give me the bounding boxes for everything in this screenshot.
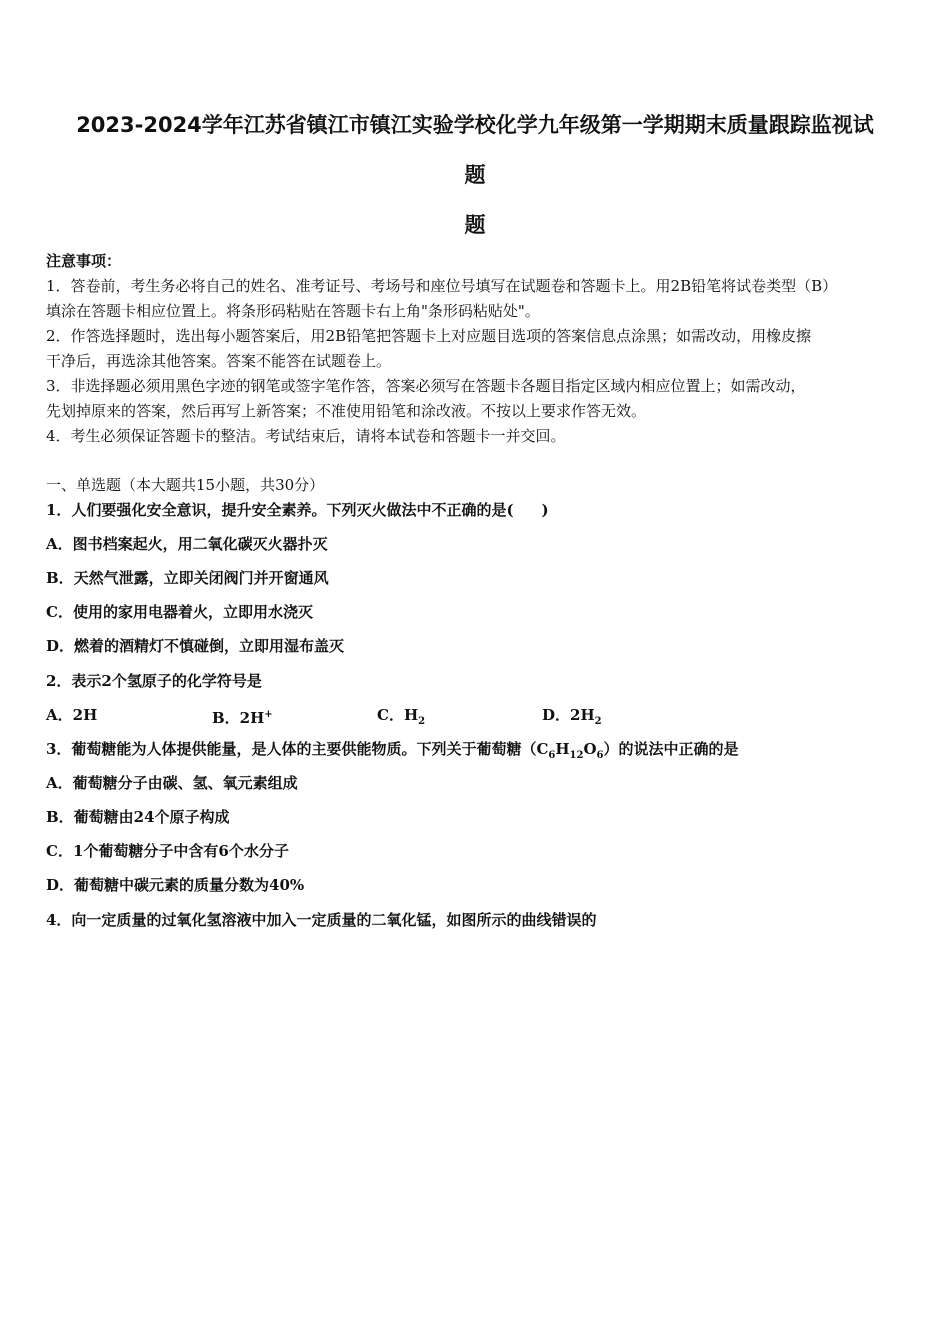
question-3-sub-3: 6 xyxy=(596,750,604,761)
notice-item-1: 1．答卷前，考生务必将自己的姓名、准考证号、考场号和座位号填写在试题卷和答题卡上。用2B铅笔将试卷类型（B） xyxy=(46,277,838,295)
question-1-option-d: D．燃着的酒精灯不慎碰倒，立即用湿布盖灭 xyxy=(46,637,345,655)
question-1-option-c: C．使用的家用电器着火，立即用水浇灭 xyxy=(46,603,313,621)
question-3-stem-pre: 3．葡萄糖能为人体提供能量，是人体的主要供能物质。下列关于葡萄糖（C xyxy=(46,740,549,758)
question-2-option-d-sub: 2 xyxy=(594,716,602,727)
question-2-option-d-text: D．2H xyxy=(542,706,595,724)
notice-item-3: 3．非选择题必须用黑色字迹的钢笔或签字笔作答，答案必须写在答题卡各题目指定区域内相应位置上；如需改动， xyxy=(46,377,806,395)
question-1-stem-close: ) xyxy=(541,501,549,519)
question-2-option-b-text: B．2H xyxy=(212,709,265,727)
question-2-option-c-text: C．H xyxy=(377,706,419,724)
notice-item-2: 2．作答选择题时，选出每小题答案后，用2B铅笔把答题卡上对应题目选项的答案信息点涂黑；如需改动，用橡皮擦 xyxy=(46,327,812,345)
question-3-stem-post: ）的说法中正确的是 xyxy=(603,740,739,758)
question-3-option-d: D．葡萄糖中碳元素的质量分数为40% xyxy=(46,876,305,894)
question-3-stem xyxy=(46,739,739,766)
page-title-continuation: 题 xyxy=(464,163,486,187)
section-heading: 一、单选题（本大题共15小题，共30分） xyxy=(46,476,325,494)
question-4-stem: 4．向一定质量的过氧化氢溶液中加入一定质量的二氧化锰，如图所示的曲线错误的 xyxy=(46,911,597,929)
question-3-sub-2: 12 xyxy=(569,750,584,761)
question-2-option-b-sup: + xyxy=(264,709,273,720)
question-1-option-a: A．图书档案起火，用二氧化碳灭火器扑灭 xyxy=(46,535,328,553)
question-3-option-a: A．葡萄糖分子由碳、氢、氧元素组成 xyxy=(46,774,298,792)
notice-item-4: 4．考生必须保证答题卡的整洁。考试结束后，请将本试卷和答题卡一并交回。 xyxy=(46,427,566,445)
notice-item-3-cont: 先划掉原来的答案，然后再写上新答案；不准使用铅笔和涂改液。不按以上要求作答无效。 xyxy=(46,402,647,420)
question-3-option-c: C．1个葡萄糖分子中含有6个水分子 xyxy=(46,842,289,860)
question-2-option-c xyxy=(377,705,425,732)
question-3-mid-2: O xyxy=(583,740,597,758)
question-1-option-b: B．天然气泄露，立即关闭阀门并开窗通风 xyxy=(46,569,329,587)
notice-item-2-cont: 干净后，再选涂其他答案。答案不能答在试题卷上。 xyxy=(46,352,392,370)
notice-heading: 注意事项： xyxy=(46,252,122,270)
question-2-option-d xyxy=(542,705,602,732)
page-title: 2023-2024学年江苏省镇江市镇江实验学校化学九年级第一学期期末质量跟踪监视试 xyxy=(76,113,874,137)
question-3-option-b: B．葡萄糖由24个原子构成 xyxy=(46,808,230,826)
question-3-mid-1: H xyxy=(555,740,570,758)
question-2-stem: 2．表示2个氢原子的化学符号是 xyxy=(46,672,262,690)
question-1-stem xyxy=(46,500,549,520)
question-2-option-a: A．2H xyxy=(46,706,98,724)
question-2-option-b xyxy=(212,705,273,728)
notice-item-1-cont: 填涂在答题卡相应位置上。将条形码粘贴在答题卡右上角"条形码粘贴处"。 xyxy=(46,302,540,320)
page-title-repeat: 题 xyxy=(464,213,486,237)
question-3-sub-1: 6 xyxy=(548,750,556,761)
question-1-stem-text: 1．人们要强化安全意识，提升安全素养。下列灭火做法中不正确的是( xyxy=(46,501,514,519)
question-2-option-c-sub: 2 xyxy=(418,716,426,727)
